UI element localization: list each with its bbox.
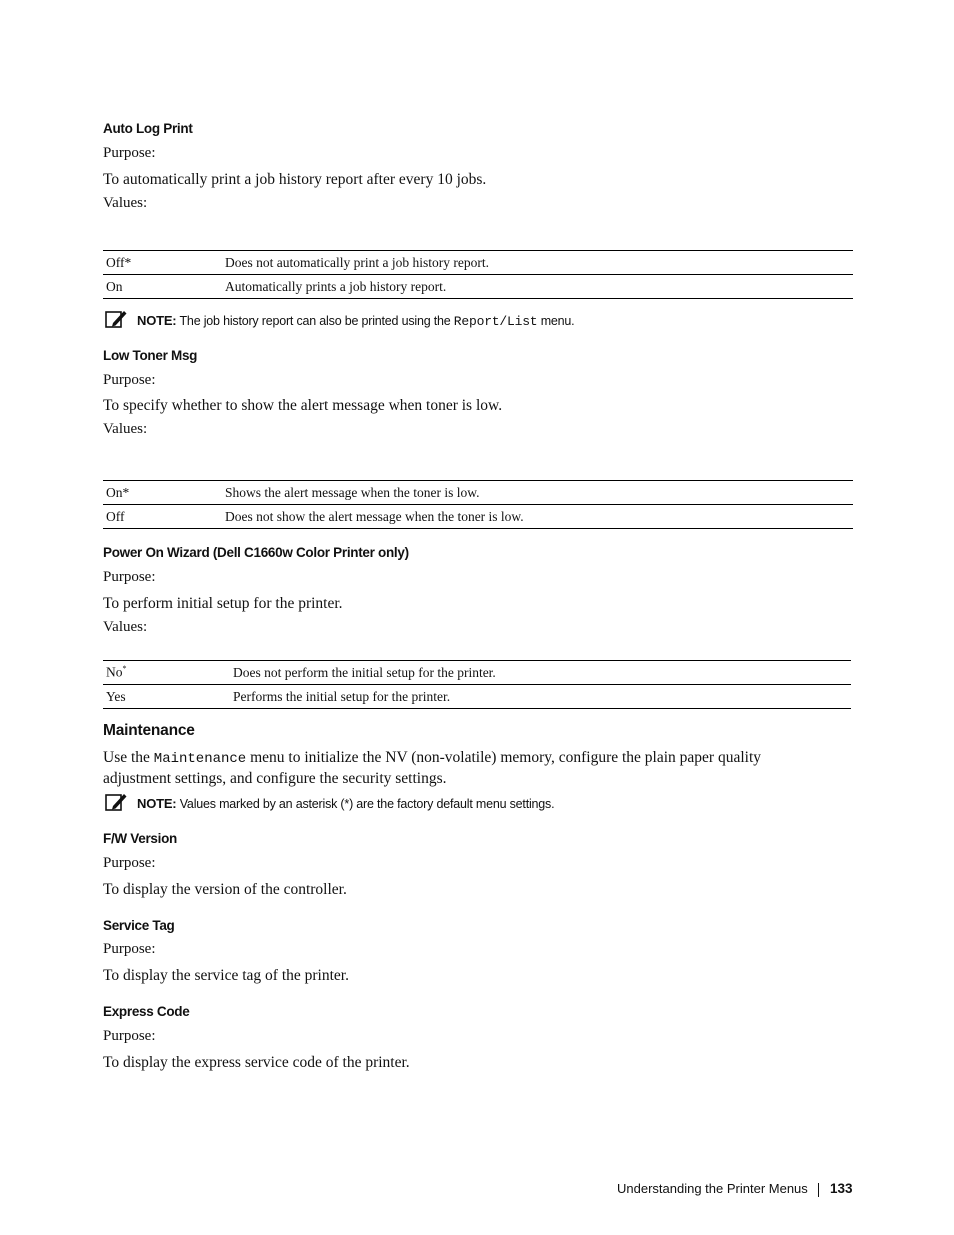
- fw-version-heading: F/W Version: [103, 831, 177, 846]
- intro-text: Use the: [103, 749, 154, 766]
- note-label: NOTE:: [137, 796, 177, 811]
- service-tag-heading: Service Tag: [103, 918, 175, 933]
- description-cell: Does not perform the initial setup for the printer.: [233, 664, 496, 680]
- note-text-end: menu.: [537, 314, 575, 328]
- auto-log-purpose-label: Purpose:: [103, 145, 156, 161]
- service-tag-purpose-label: Purpose:: [103, 941, 156, 957]
- table-row: [103, 505, 853, 529]
- table-row: [103, 251, 853, 275]
- footer-chapter-title: Understanding the Printer Menus: [617, 1181, 808, 1196]
- value-cell: On*: [106, 484, 130, 500]
- maintenance-heading: Maintenance: [103, 722, 195, 739]
- value-cell: Off: [106, 508, 125, 524]
- low-toner-purpose-text: To specify whether to show the alert message when toner is low.: [103, 397, 503, 414]
- maintenance-intro: [103, 748, 823, 788]
- express-code-purpose-text: To display the express service code of the printer.: [103, 1054, 410, 1071]
- value-cell: [103, 661, 230, 685]
- value-cell: Off*: [106, 254, 132, 270]
- maintenance-note: [137, 796, 554, 811]
- note-text: The job history report can also be printed using the: [176, 314, 454, 328]
- value-cell: Yes: [106, 688, 126, 704]
- default-asterisk: *: [122, 664, 127, 674]
- power-on-wizard-heading: Power On Wizard (Dell C1660w Color Printer only): [103, 545, 409, 560]
- note-code: Report/List: [453, 314, 538, 329]
- intro-text-cont: menu to initialize the NV (non-volatile) memory, configure the plain paper quality: [246, 749, 762, 766]
- power-on-purpose-label: Purpose:: [103, 569, 156, 585]
- value-text: No: [106, 664, 123, 680]
- auto-log-print-heading: Auto Log Print: [103, 121, 193, 136]
- table-row: [103, 481, 853, 505]
- footer-divider: [818, 1183, 819, 1197]
- auto-log-note: [137, 313, 574, 329]
- note-text: Values marked by an asterisk (*) are the factory default menu settings.: [176, 797, 555, 811]
- fw-version-purpose-text: To display the version of the controller.: [103, 881, 347, 898]
- table-row: [103, 275, 853, 299]
- fw-version-purpose-label: Purpose:: [103, 855, 156, 871]
- auto-log-values-label: Values:: [103, 195, 148, 211]
- note-label: NOTE:: [137, 313, 177, 328]
- value-cell: On: [106, 278, 123, 294]
- table-row: [103, 685, 851, 709]
- express-code-purpose-label: Purpose:: [103, 1028, 156, 1044]
- description-cell: Shows the alert message when the toner is low.: [225, 484, 480, 500]
- power-on-purpose-text: To perform initial setup for the printer.: [103, 595, 343, 612]
- page-number: 133: [830, 1181, 853, 1196]
- power-on-values-table: [103, 660, 851, 709]
- auto-log-purpose-text: To automatically print a job history report after every 10 jobs.: [103, 171, 487, 188]
- auto-log-values-table: [103, 250, 853, 299]
- service-tag-purpose-text: To display the service tag of the printer.: [103, 967, 349, 984]
- table-row: [103, 661, 851, 685]
- description-cell: Automatically prints a job history report.: [225, 278, 447, 294]
- power-on-values-label: Values:: [103, 619, 148, 635]
- description-cell: Does not automatically print a job history report.: [225, 254, 489, 270]
- pencil-note-icon: [105, 792, 127, 812]
- low-toner-purpose-label: Purpose:: [103, 372, 156, 388]
- pencil-note-icon: [105, 309, 127, 329]
- description-cell: Performs the initial setup for the printer.: [233, 688, 451, 704]
- description-cell: Does not show the alert message when the toner is low.: [225, 508, 524, 524]
- low-toner-values-label: Values:: [103, 421, 148, 437]
- low-toner-values-table: [103, 480, 853, 529]
- express-code-heading: Express Code: [103, 1004, 190, 1019]
- low-toner-heading: Low Toner Msg: [103, 348, 198, 363]
- intro-code: Maintenance: [153, 751, 247, 767]
- intro-text-line2: adjustment settings, and configure the security settings.: [103, 770, 447, 787]
